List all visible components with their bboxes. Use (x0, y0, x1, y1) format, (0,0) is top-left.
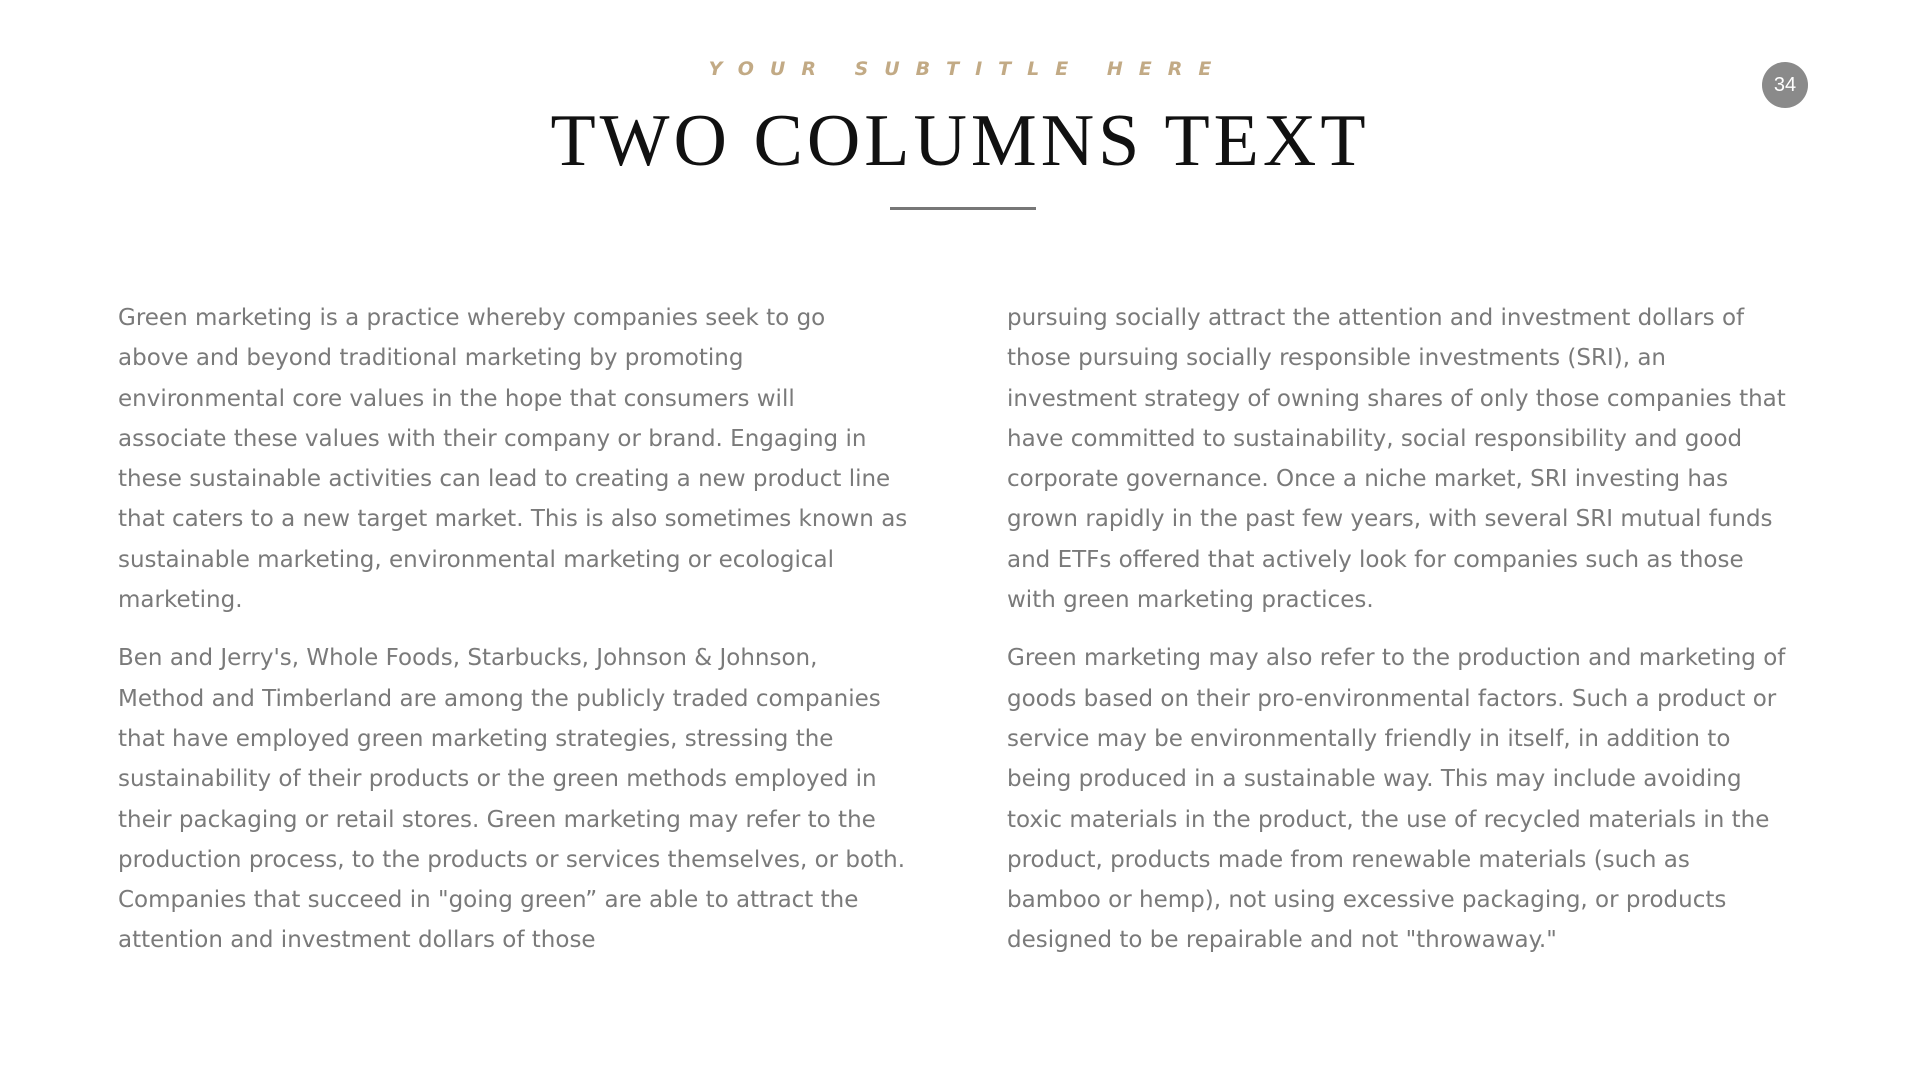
right-text-column (1007, 298, 1817, 979)
slide-title: TWO COLUMNS TEXT (550, 100, 1370, 182)
right-paragraph-2: Green marketing may also refer to the production and marketing of goods based on their pro-environmental factors. Such a product or service may be environmentally friendly in itself, in addition to being produced in a sustainable way. This may include avoiding toxic materials in the product, the use of recycled materials in the product, products made from renewable materials (such as bamboo or hemp), not using excessive packaging, or products designed to be repairable and not "throwaway." (1007, 645, 1786, 954)
page-number-badge: 34 (1762, 62, 1808, 108)
left-paragraph-1: Green marketing is a practice whereby companies seek to go above and beyond traditional marketing by promoting environmental core values in the hope that consumers will associate these values with their company or brand. Engaging in these sustainable activities can lead to creating a new product line that caters to a new target market. This is also sometimes known as sustainable marketing, environmental marketing or ecological marketing. (118, 305, 908, 614)
left-paragraph-2: Ben and Jerry's, Whole Foods, Starbucks, Johnson & Johnson, Method and Timberland are among the publicly traded companies that have employed green marketing strategies, stressing the sustainability of their products or the green methods employed in their packaging or retail stores. Green marketing may refer to the production process, to the products or services themselves, or both. Companies that succeed in "going green” are able to attract the attention and investment dollars of those (118, 645, 906, 954)
right-paragraph-1: pursuing socially attract the attention and investment dollars of those pursuing socially responsible investments (SRI), an investment strategy of owning shares of only those companies that have committed to sustainability, social responsibility and good corporate governance. Once a niche market, SRI investing has grown rapidly in the past few years, with several SRI mutual funds and ETFs offered that actively look for companies such as those with green marketing practices. (1007, 305, 1786, 614)
left-text-column (118, 298, 928, 979)
slide-subtitle: YOUR SUBTITLE HERE (708, 58, 1228, 80)
title-divider (890, 207, 1036, 210)
